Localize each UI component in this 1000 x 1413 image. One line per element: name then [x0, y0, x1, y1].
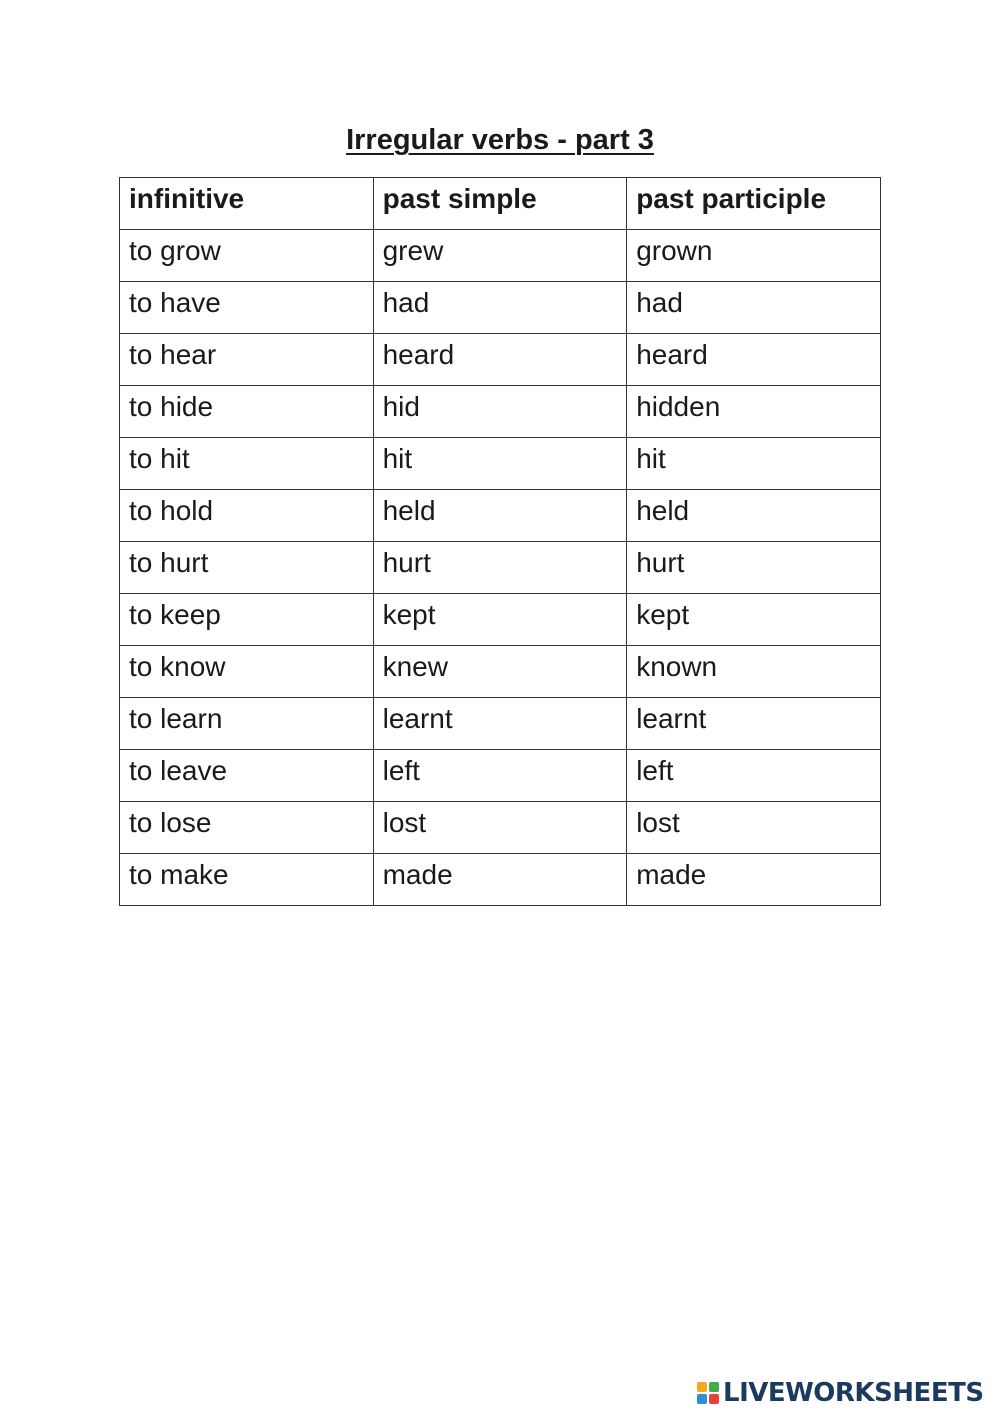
past-simple-cell: lost: [373, 802, 627, 854]
liveworksheets-watermark: [697, 1377, 984, 1409]
irregular-verbs-table: [119, 177, 881, 906]
past-simple-cell: knew: [373, 646, 627, 698]
past-participle-cell: known: [627, 646, 881, 698]
logo-square: [697, 1382, 707, 1392]
past-simple-cell: grew: [373, 230, 627, 282]
past-participle-cell: grown: [627, 230, 881, 282]
table-row: [120, 750, 881, 802]
infinitive-cell: to make: [120, 854, 374, 906]
past-participle-cell: had: [627, 282, 881, 334]
past-participle-cell: hit: [627, 438, 881, 490]
past-participle-cell: held: [627, 490, 881, 542]
infinitive-cell: to learn: [120, 698, 374, 750]
logo-square: [709, 1382, 719, 1392]
infinitive-cell: to lose: [120, 802, 374, 854]
infinitive-cell: to hide: [120, 386, 374, 438]
table-row: [120, 386, 881, 438]
logo-square: [709, 1394, 719, 1404]
table-row: [120, 594, 881, 646]
table-row: [120, 334, 881, 386]
past-simple-cell: hurt: [373, 542, 627, 594]
infinitive-cell: to hold: [120, 490, 374, 542]
infinitive-cell: to know: [120, 646, 374, 698]
table-header-row: [120, 178, 881, 230]
past-simple-cell: held: [373, 490, 627, 542]
table-row: [120, 282, 881, 334]
past-simple-cell: heard: [373, 334, 627, 386]
past-simple-cell: learnt: [373, 698, 627, 750]
watermark-text: LIVEWORKSHEETS: [723, 1378, 984, 1408]
header-past-participle: past participle: [627, 178, 881, 230]
table-row: [120, 438, 881, 490]
header-past-simple: past simple: [373, 178, 627, 230]
table-row: [120, 230, 881, 282]
past-participle-cell: hurt: [627, 542, 881, 594]
infinitive-cell: to keep: [120, 594, 374, 646]
past-participle-cell: kept: [627, 594, 881, 646]
table-row: [120, 802, 881, 854]
header-infinitive: infinitive: [120, 178, 374, 230]
table-row: [120, 698, 881, 750]
table-row: [120, 854, 881, 906]
past-participle-cell: heard: [627, 334, 881, 386]
page-title: Irregular verbs - part 3: [346, 124, 654, 156]
past-simple-cell: hid: [373, 386, 627, 438]
past-participle-cell: left: [627, 750, 881, 802]
past-participle-cell: learnt: [627, 698, 881, 750]
infinitive-cell: to hear: [120, 334, 374, 386]
table-row: [120, 490, 881, 542]
infinitive-cell: to leave: [120, 750, 374, 802]
past-simple-cell: hit: [373, 438, 627, 490]
logo-square: [697, 1394, 707, 1404]
past-simple-cell: had: [373, 282, 627, 334]
table-row: [120, 646, 881, 698]
past-participle-cell: made: [627, 854, 881, 906]
liveworksheets-logo-icon: [697, 1382, 719, 1404]
past-simple-cell: made: [373, 854, 627, 906]
infinitive-cell: to hurt: [120, 542, 374, 594]
infinitive-cell: to have: [120, 282, 374, 334]
past-participle-cell: lost: [627, 802, 881, 854]
past-simple-cell: kept: [373, 594, 627, 646]
past-participle-cell: hidden: [627, 386, 881, 438]
infinitive-cell: to hit: [120, 438, 374, 490]
infinitive-cell: to grow: [120, 230, 374, 282]
past-simple-cell: left: [373, 750, 627, 802]
table-row: [120, 542, 881, 594]
